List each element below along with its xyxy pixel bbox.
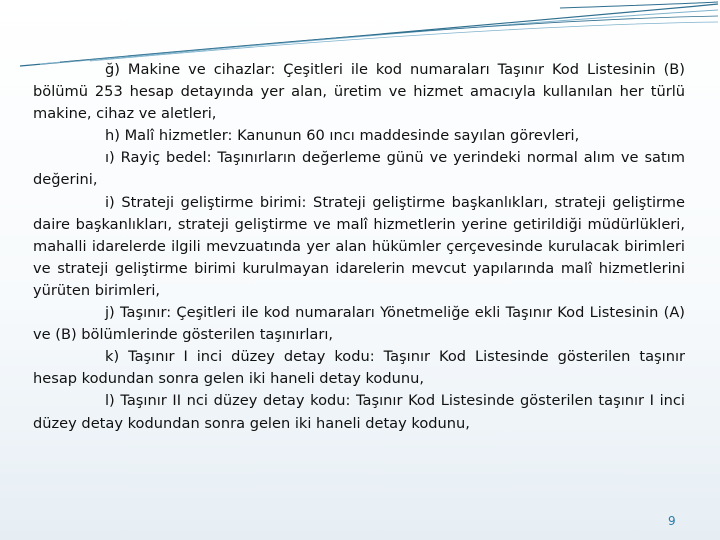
paragraph-dotless-i: ı) Rayiç bedel: Taşınırların değerleme günü ve yerindeki normal alım ve satım değerini, — [33, 149, 685, 189]
paragraph-g-breve: ğ) Makine ve cihazlar: Çeşitleri ile kod numaraları Taşınır Kod Listesinin (B) bölümü 253 hesap detayında yer alan, üretim ve hizmet amacıyla kullanılan her türlü makine, cihaz ve aletleri, — [33, 61, 685, 123]
swoosh-line-2 — [40, 10, 718, 64]
paragraph-k: k) Taşınır I inci düzey detay kodu: Taşınır Kod Listesinde gösterilen taşınır hesap kodundan sonra gelen iki haneli detay kodunu, — [33, 348, 685, 388]
paragraph-l: l) Taşınır II nci düzey detay kodu: Taşınır Kod Listesinde gösterilen taşınır I inci düzey detay kodundan sonra gelen iki haneli detay kodunu, — [33, 392, 685, 432]
swoosh-line-5 — [560, 2, 718, 8]
paragraph-h: h) Malî hizmetler: Kanunun 60 ıncı maddesinde sayılan görevleri, — [105, 127, 580, 145]
swoosh-line-4 — [90, 22, 718, 61]
document-body — [33, 59, 685, 435]
paragraph-j: j) Taşınır: Çeşitleri ile kod numaraları Yönetmeliğe ekli Taşınır Kod Listesinin (A) ve (B) bölümlerinde gösterilen taşınırları, — [33, 304, 685, 344]
paragraph-i: i) Strateji geliştirme birimi: Strateji geliştirme başkanlıkları, strateji geliştirme daire başkanlıkları, strateji geliştirme ve malî hizmetlerin yerine getirildiği müdürlükleri, mahalli idarelerde ilgili mevzuatında yer alan hükümler çerçevesinde kurulacak birimleri ve strateji geliştirme birimi kurulmayan idarelerin mevcut yapılarında malî hizmetlerini yürüten birimleri, — [33, 193, 685, 299]
page-number: 9 — [668, 514, 676, 528]
